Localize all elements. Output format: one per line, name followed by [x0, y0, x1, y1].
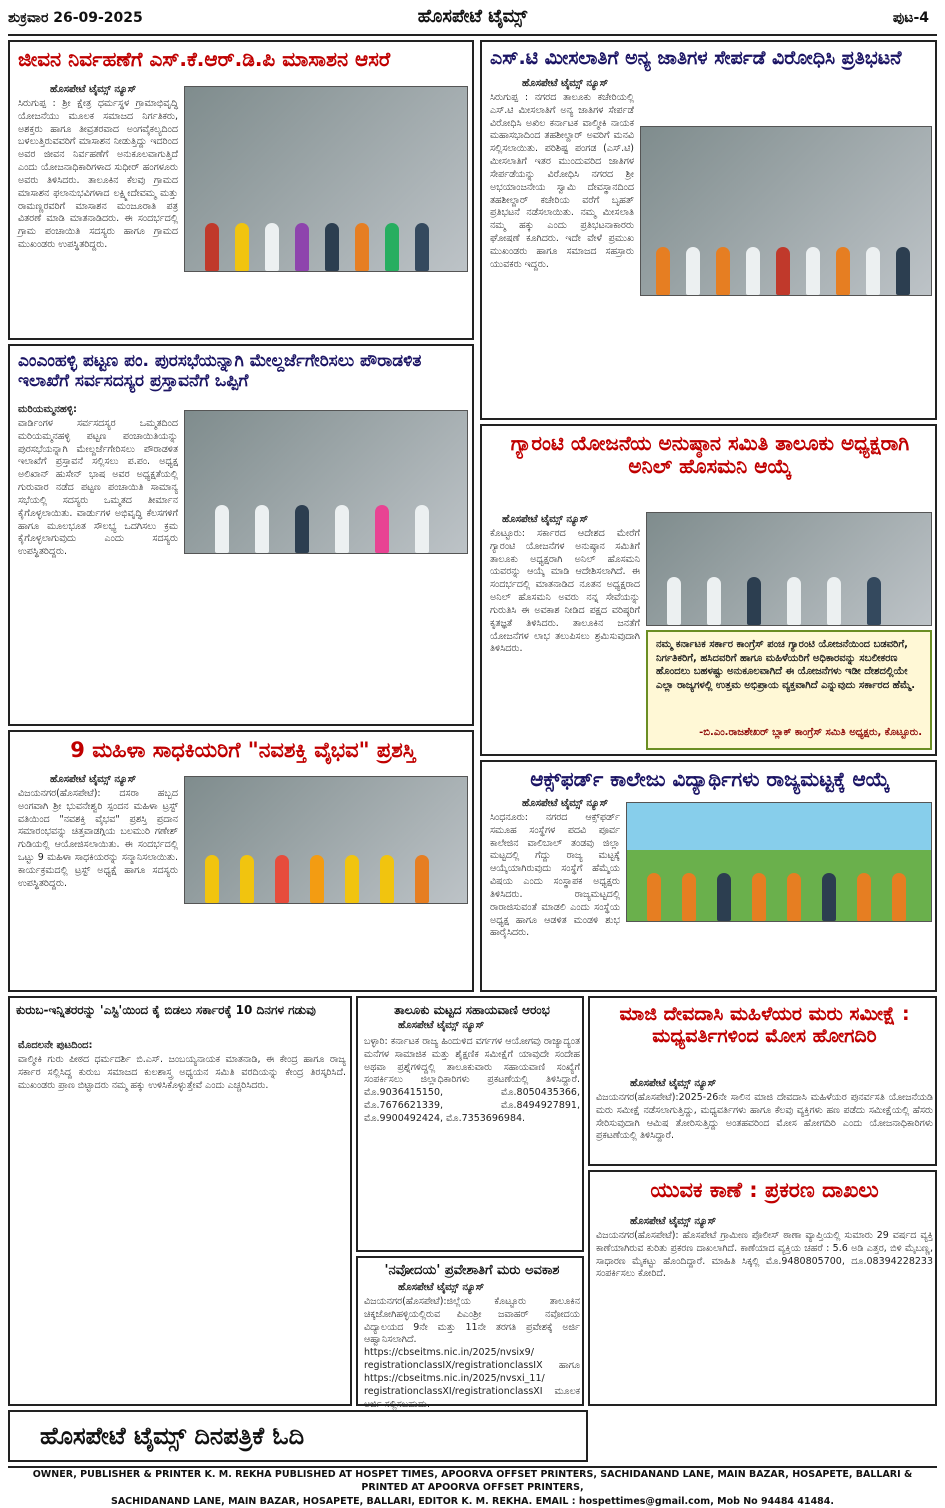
article-missing	[588, 1170, 937, 1406]
headline-st-deadline: ಕುರುಬ-ಇನ್ನಿತರರನ್ನು 'ಎಸ್ಟಿ'ಯಿಂದ ಕೈ ಬಿಡಲು ಸರ್ಕಾರಕ್ಕೆ 10 ದಿನಗಳ ಗಡುವು	[16, 1003, 316, 1017]
headline-st-protest: ಎಸ್.ಟಿ ಮೀಸಲಾತಿಗೆ ಅನ್ಯ ಜಾತಿಗಳ ಸೇರ್ಪಡೆ ವಿರೋಧಿಸಿ ಪ್ರತಿಭಟನೆ	[490, 47, 902, 69]
byline-devadasi: ಹೊಸಪೇಟೆ ಟೈಮ್ಸ್ ನ್ಯೂಸ್	[630, 1078, 717, 1089]
article-st-deadline	[8, 996, 352, 1406]
body-devadasi: ವಿಜಯನಗರ(ಹೊಸಪೇಟೆ):2025-26ನೇ ಸಾಲಿನ ಮಾಜಿ ದೇವದಾಸಿ ಮಹಿಳೆಯರ ಪುನರ್ವಸತಿ ಯೋಜನೆಯಡಿ ಮರು ಸಮೀಕ್ಷೆ ನಡೆಸಲಾಗುತ್ತಿದ್ದು, ಮಧ್ಯವರ್ತಿಗಳು ಹಾಗೂ ಕೆಲವು ವ್ಯಕ್ತಿಗಳು ಹಣ ಪಡೆದು ಸಮೀಕ್ಷೆಯಲ್ಲಿ ಹೆಸರು ಸೇರಿಸುವುದಾಗಿ ಆಮಿಷ ತೋರಿಸುತ್ತಿದ್ದು ಅಂತಹವರಿಂದ ಮೋಸ ಹೋಗದಿರಿ ಎಂದು ಯೋಜನಾಧಿಕಾರಿಗಳು ಪ್ರಕಟಣೆಯಲ್ಲಿ ತಿಳಿಸಿದ್ದಾರೆ.	[596, 1092, 933, 1142]
promo-banner: ಹೊಸಪೇಟೆ ಟೈಮ್ಸ್ ದಿನಪತ್ರಿಕೆ ಓದಿ	[8, 1410, 588, 1462]
article-pension	[8, 40, 474, 340]
body-st-protest: ಸಿರುಗುಪ್ಪ : ನಗರದ ತಾಲೂಕು ಕಚೇರಿಯಲ್ಲಿ ಎಸ್.ಟಿ ಮೀಸಲಾತಿಗೆ ಅನ್ಯ ಜಾತಿಗಳ ಸೇರ್ಪಡೆ ವಿರೋಧಿಸಿ ಅಖಿಲ ಕರ್ನಾಟಕ ವಾಲ್ಮೀಕಿ ನಾಯಕ ಮಹಾಸಭಾದಿಂದ ತಹಶೀಲ್ದಾರ್ ಅವರಿಗೆ ಮನವಿ ಸಲ್ಲಿಸಲಾಯಿತು. ಪರಿಶಿಷ್ಟ ಪಂಗಡ (ಎಸ್.ಟಿ) ಮೀಸಲಾತಿಗೆ ಇತರ ಮುಂದುವರಿದ ಜಾತಿಗಳ ಸೇರ್ಪಡೆಯನ್ನು ವಿರೋಧಿಸಿ ನಗರದ ಶ್ರೀ ಅಭಯಾಂಜನೇಯ ಸ್ವಾಮಿ ದೇವಸ್ಥಾನದಿಂದ ತಹಶೀಲ್ದಾರ್ ಕಚೇರಿಯ ವರೆಗೆ ಬೃಹತ್ ಪ್ರತಿಭಟನೆ ನಡೆಸಲಾಯಿತು. ನಮ್ಮ ಮೀಸಲಾತಿ ನಮ್ಮ ಹಕ್ಕು ಎಂದು ಪ್ರತಿಭಟನಾಕಾರರು ಘೋಷಣೆ ಕೂಗಿದರು. ಇದೇ ವೇಳೆ ಪ್ರಮುಖ ಮುಖಂಡರು ಹಾಗೂ ಸಮಾಜದ ಸಹಸ್ರಾರು ಯುವಕರು ಇದ್ದರು.	[490, 92, 634, 270]
body-pension: ಸಿರುಗುಪ್ಪ : ಶ್ರೀ ಕ್ಷೇತ್ರ ಧರ್ಮಸ್ಥಳ ಗ್ರಾಮಾಭಿವೃದ್ಧಿ ಯೋಜನೆಯು ಮೂಲಕ ಸಮಾಜದ ನಿರ್ಗತಿಕರು, ಅಶಕ್ತರು ಹಾಗೂ ತೀವ್ರತರವಾದ ಅಂಗವೈಕಲ್ಯದಿಂದ ಬಳಲುತ್ತಿರುವವರಿಗೆ ಮಾಸಾಶನ ನೀಡುತ್ತಿದ್ದು ಇದರಿಂದ ಅವರ ಜೀವನ ನಿರ್ವಹಣೆಗೆ ಅನುಕೂಲವಾಗುತ್ತಿದೆ ಎಂದು ಯೋಜನಾಧಿಕಾರಿಗಳಾದ ಸುಧೀರ್ ಹಂಗಳೂರು ಅವರು ತಿಳಿಸಿದರು. ತಾಲೂಕಿನ ಕೆಲವು ಗ್ರಾಮದ ಮಾಸಾಶನ ಫಲಾನುಭವಿಗಳಾದ ಲಕ್ಷ್ಮೀದೇವಮ್ಮ ಮತ್ತು ರಾಮಣ್ಣರವರಿಗೆ ಮಾಸಾಶನ ಮಂಜೂರಾತಿ ಪತ್ರ ವಿತರಣೆ ಮಾಡಿ ಮಾತನಾಡಿದರು. ಈ ಸಂದರ್ಭದಲ್ಲಿ ಗ್ರಾಮ ಪಂಚಾಯಿತಿ ಸದಸ್ಯರು ಹಾಗೂ ಗ್ರಾಮದ ಮುಖಂಡರು ಉಪಸ್ಥಿತರಿದ್ದರು.	[18, 98, 178, 250]
headline-pension: ಜೀವನ ನಿರ್ವಹಣೆಗೆ ಎಸ್.ಕೆ.ಆರ್.ಡಿ.ಪಿ ಮಾಸಾಶನ ಆಸರೆ	[18, 47, 391, 71]
photo-guarantee	[646, 512, 932, 626]
body-town-upgrade: ವಾರ್ಡಿಂಗಳ ಸರ್ವಸದಸ್ಯರ ಒಮ್ಮತದಿಂದ ಮರಿಯಮ್ಮನಹಳ್ಳಿ ಪಟ್ಟಣ ಪಂಚಾಯಿತಿಯನ್ನು ಪುರಸಭೆಯನ್ನಾಗಿ ಮೇಲ್ದರ್ಜೆಗೇರಿಸಲು ಪೌರಾಡಳಿತ ಇಲಾಖೆಗೆ ಪ್ರಸ್ತಾವನೆ ಸಲ್ಲಿಸಲು ಪ.ಪಂ. ಅಧ್ಯಕ್ಷ ಅಲಿಖಾನ್ ಹುಸೇನ್ ಭಾಷ ಅವರ ಅಧ್ಯಕ್ಷತೆಯಲ್ಲಿ ಗುರುವಾರ ನಡೆದ ಪಟ್ಟಣ ಪಂಚಾಯಿತಿ ಸಾಮಾನ್ಯ ಸಭೆಯಲ್ಲಿ ಸದಸ್ಯರು ಒಮ್ಮತದ ತೀರ್ಮಾನ ಕೈಗೊಳ್ಳಲಾಯಿತು. ವಾರ್ಡುಗಳ ಅಭಿವೃದ್ಧಿ ಕೆಲಸಗಳಿಗೆ ಹಾಗೂ ಮೂಲಭೂತ ಸೌಲಭ್ಯ ಒದಗಿಸಲು ಕ್ರಮ ಕೈಗೊಳ್ಳಲಾಗುವುದು ಎಂದು ಸದಸ್ಯರು ಉಪಸ್ಥಿತರಿದ್ದರು.	[18, 418, 178, 558]
footer-imprint	[8, 1468, 937, 1507]
article-st-protest	[480, 40, 937, 420]
body-navodaya: ವಿಜಯನಗರ(ಹೊಸಪೇಟೆ):ಜಿಲ್ಲೆಯ ಕೊಟ್ಟೂರು ತಾಲೂಕಿನ ಚಿಕ್ಕಜೋಗಿಹಳ್ಳಿಯಲ್ಲಿರುವ ಪಿಎಂಶ್ರೀ ಜವಾಹರ್ ನವೋದಯ ವಿದ್ಯಾಲಯದ 9ನೇ ಮತ್ತು 11ನೇ ತರಗತಿ ಪ್ರವೇಶಕ್ಕೆ ಅರ್ಜಿ ಆಹ್ವಾನಿಸಲಾಗಿದೆ. https://cbseitms.nic.in/2025/nvsix9/ registrationclassIX/registrationclassIX ಹಾಗೂ https://cbseitms.nic.in/2025/nvsxi_11/ registrationclassXI/registrationclassXI ಮೂಲಕ ಅರ್ಜಿ ಸಲ್ಲಿಸಬಹುದು.	[364, 1296, 580, 1410]
masthead-rule	[8, 34, 937, 36]
article-guarantee	[480, 424, 937, 756]
byline-helpline: ಹೊಸಪೇಟೆ ಟೈಮ್ಸ್ ನ್ಯೂಸ್	[398, 1020, 485, 1031]
headline-oxford: ಆಕ್ಸ್‌ಫರ್ಡ್ ಕಾಲೇಜು ವಿದ್ಯಾರ್ಥಿಗಳು ರಾಜ್ಯಮಟ್ಟಕ್ಕೆ ಆಯ್ಕೆ	[530, 767, 890, 791]
byline-town-upgrade: ಮರಿಯಮ್ಮನಹಳ್ಳಿ:	[18, 404, 77, 415]
footer-line-2: SACHIDANAND LANE, MAIN BAZAR, HOSAPETE, BALLARI, EDITOR K. M. REKHA. EMAIL : hospettimes@gmail.com, Mob No 94484 41484.	[110, 1495, 835, 1507]
byline-guarantee: ಹೊಸಪೇಟೆ ಟೈಮ್ಸ್ ನ್ಯೂಸ್	[502, 514, 589, 525]
footer-line-1: OWNER, PUBLISHER & PRINTER K. M. REKHA PUBLISHED AT HOSPET TIMES, APOORVA OFFSET PRINTERS, SACHIDANAND LANE, MAIN BAZAR, HOSAPETE, BALLARI & PRINTED AT APOORVA OFFSET PRINTERS,	[32, 1469, 913, 1494]
byline-st-protest: ಹೊಸಪೇಟೆ ಟೈಮ್ಸ್ ನ್ಯೂಸ್	[522, 78, 609, 89]
body-st-deadline: ವಾಲ್ಮೀಕಿ ಗುರು ಪೀಠದ ಧರ್ಮದರ್ಶಿ ಬಿ.ಎಸ್. ಜಂಬಯ್ಯನಾಯಕ ಮಾತನಾಡಿ, ಈ ಕೇಂದ್ರ ಹಾಗೂ ರಾಜ್ಯ ಸರ್ಕಾರ ಸಲ್ಲಿಸಿದ್ದ ಕುರುಬ ಸಮಾಜದ ಕುಲಶಾಸ್ತ್ರ ಅಧ್ಯಯನ ಸಮಿತಿ ವರದಿಯನ್ನು ಕೇಂದ್ರ ತಿರಸ್ಕರಿಸಿದೆ. ಮುಖಂಡರು ಪ್ರಾಣ ಬಿಟ್ಟಾದರು ನಮ್ಮ ಹಕ್ಕು ಉಳಿಸಿಕೊಳ್ಳುತ್ತೇವೆ ಎಂದು ಎಚ್ಚರಿಸಿದರು.	[18, 1054, 346, 1091]
article-devadasi	[588, 996, 937, 1166]
photo-st-protest	[640, 126, 932, 296]
article-helpline	[356, 996, 584, 1252]
headline-guarantee: ಗ್ಯಾರಂಟಿ ಯೋಜನೆಯ ಅನುಷ್ಠಾನ ಸಮಿತಿ ತಾಲೂಕು ಅಧ್ಯಕ್ಷರಾಗಿ ಅನಿಲ್ ಹೊಸಮನಿ ಆಯ್ಕೆ	[510, 431, 910, 478]
photo-pension	[184, 86, 468, 272]
headline-devadasi: ಮಾಜಿ ದೇವದಾಸಿ ಮಹಿಳೆಯರ ಮರು ಸಮೀಕ್ಷೆ : ಮಧ್ಯವರ್ತಿಗಳಿಂದ ಮೋಸ ಹೋಗದಿರಿ	[619, 1003, 910, 1047]
byline-missing: ಹೊಸಪೇಟೆ ಟೈಮ್ಸ್ ನ್ಯೂಸ್	[630, 1216, 717, 1227]
headline-helpline: ತಾಲೂಕು ಮಟ್ಟದ ಸಹಾಯವಾಣಿ ಆರಂಭ	[394, 1003, 550, 1017]
byline-navodaya: ಹೊಸಪೇಟೆ ಟೈಮ್ಸ್ ನ್ಯೂಸ್	[398, 1282, 485, 1293]
byline-pension: ಹೊಸಪೇಟೆ ಟೈಮ್ಸ್ ನ್ಯೂಸ್	[50, 84, 137, 95]
page-number: ಪುಟ-4	[892, 10, 929, 26]
newspaper-title: ಹೊಸಪೇಟೆ ಟೈಮ್ಸ್	[417, 6, 528, 27]
article-navashakti	[8, 730, 474, 992]
headline-missing: ಯುವಕ ಕಾಣೆ : ಪ್ರಕರಣ ದಾಖಲು	[650, 1178, 879, 1202]
photo-oxford	[626, 802, 932, 922]
issue-date: ಶುಕ್ರವಾರ 26-09-2025	[8, 10, 143, 26]
headline-navodaya: 'ನವೋದಯ' ಪ್ರವೇಶಾತಿಗೆ ಮರು ಅವಕಾಶ	[384, 1263, 560, 1278]
photo-navashakti	[184, 776, 468, 904]
body-guarantee: ಕೊಟ್ಟೂರು: ಸರ್ಕಾರದ ಆದೇಶದ ಮೇರೆಗೆ ಗ್ಯಾರಂಟಿ ಯೋಜನೆಗಳ ಅನುಷ್ಠಾನ ಸಮಿತಿಗೆ ತಾಲೂಕು ಅಧ್ಯಕ್ಷರಾಗಿ ಅನಿಲ್ ಹೊಸಮನಿ ಯವರನ್ನು ಆಯ್ಕೆ ಮಾಡಿ ಆದೇಶಿಸಲಾಗಿದೆ. ಈ ಸಂದರ್ಭದಲ್ಲಿ ಮಾತನಾಡಿದ ನೂತನ ಅಧ್ಯಕ್ಷರಾದ ಅನಿಲ್ ಹೊಸಮನಿ ಅವರು ನನ್ನ ಸೇವೆಯನ್ನು ಗುರುತಿಸಿ ಈ ಅವಕಾಶ ನೀಡಿದ ಪಕ್ಷದ ವರಿಷ್ಠರಿಗೆ ಕೃತಜ್ಞತೆ ತಿಳಿಸಿದರು. ತಾಲೂಕಿನ ಜನತೆಗೆ ಯೋಜನೆಗಳ ಲಾಭ ತಲುಪಿಸಲು ಶ್ರಮಿಸುವುದಾಗಿ ತಿಳಿಸಿದರು.	[490, 528, 640, 655]
photo-town-upgrade	[184, 410, 468, 554]
body-helpline: ಬಳ್ಳಾರಿ: ಕರ್ನಾಟಕ ರಾಜ್ಯ ಹಿಂದುಳಿದ ವರ್ಗಗಳ ಆಯೋಗವು ರಾಜ್ಯಾದ್ಯಂತ ಮನೆಗಳ ಸಾಮಾಜಿಕ ಮತ್ತು ಶೈಕ್ಷಣಿಕ ಸಮೀಕ್ಷೆಗೆ ಯಾವುದೇ ಸಂದೇಹ ಅಥವಾ ಪ್ರಶ್ನೆಗಳಿದ್ದಲ್ಲಿ ತಾಲೂಕುವಾರು ಸಹಾಯವಾಣಿ ಸಂಖ್ಯೆಗೆ ಸಂಪರ್ಕಿಸಲು ಜಿಲ್ಲಾಧಿಕಾರಿಗಳು ಪ್ರಕಟಣೆಯಲ್ಲಿ ತಿಳಿಸಿದ್ದಾರೆ. ಮೊ.9036415150, ಮೊ.8050435366, ಮೊ.7676621339, ಮೊ.8494927891, ಮೊ.9900492424, ಮೊ.7353696984.	[364, 1036, 580, 1124]
byline-st-deadline: ಮೊದಲನೇ ಪುಟದಿಂದ:	[18, 1040, 93, 1051]
article-town-upgrade	[8, 344, 474, 726]
body-oxford: ಸಿಂಧನೂರು: ನಗರದ ಆಕ್ಸ್‌ಫರ್ಡ್ ಸಮೂಹ ಸಂಸ್ಥೆಗಳ ಪದವಿ ಪೂರ್ವ ಕಾಲೇಜಿನ ವಾಲಿಬಾಲ್ ತಂಡವು ಜಿಲ್ಲಾ ಮಟ್ಟದಲ್ಲಿ ಗೆದ್ದು ರಾಜ್ಯ ಮಟ್ಟಕ್ಕೆ ಆಯ್ಕೆಯಾಗಿರುವುದು ಸಂಸ್ಥೆಗೆ ಹೆಮ್ಮೆಯ ವಿಷಯ ಎಂದು ಸಂಸ್ಥಾಪಕ ಅಧ್ಯಕ್ಷರು ತಿಳಿಸಿದರು. ರಾಜ್ಯಮಟ್ಟದಲ್ಲಿ ರಾರಾಜಿಸುವಂತೆ ಮಾಡಲಿ ಎಂದು ಸಂಸ್ಥೆಯ ಅಧ್ಯಕ್ಷ ಹಾಗೂ ಆಡಳಿತ ಮಂಡಳಿ ಶುಭ ಹಾರೈಸಿದರು.	[490, 812, 620, 939]
article-navodaya	[356, 1256, 584, 1410]
headline-town-upgrade: ಎಂಎಂಹಳ್ಳಿ ಪಟ್ಟಣ ಪಂ. ಪುರಸಭೆಯನ್ನಾಗಿ ಮೇಲ್ದರ್ಜೆಗೇರಿಸಲು ಪೌರಾಡಳಿತ ಇಲಾಖೆಗೆ ಸರ್ವಸದಸ್ಯರ ಪ್ರಸ್ತಾವನೆಗೆ ಒಪ್ಪಿಗೆ	[18, 351, 422, 391]
headline-navashakti: 9 ಮಹಿಳಾ ಸಾಧಕಿಯರಿಗೆ "ನವಶಕ್ತಿ ವೈಭವ" ಪ್ರಶಸ್ತಿ	[70, 738, 416, 762]
byline-oxford: ಹೊಸಪೇಟೆ ಟೈಮ್ಸ್ ನ್ಯೂಸ್	[522, 798, 609, 809]
quote-signature: -ಬಿ.ಎಂ.ರಾಜಶೇಖರ್ ಬ್ಲಾಕ್ ಕಾಂಗ್ರೆಸ್ ಸಮಿತಿ ಅಧ್ಯಕ್ಷರು, ಕೊಟ್ಟೂರು.	[699, 727, 922, 738]
body-missing: ವಿಜಯನಗರ(ಹೊಸಪೇಟೆ): ಹೊಸಪೇಟೆ ಗ್ರಾಮೀಣ ಪೊಲೀಸ್ ಠಾಣಾ ವ್ಯಾಪ್ತಿಯಲ್ಲಿ ಸುಮಾರು 29 ವರ್ಷದ ವ್ಯಕ್ತಿ ಕಾಣೆಯಾಗಿರುವ ಕುರಿತು ಪ್ರಕರಣ ದಾಖಲಾಗಿದೆ. ಕಾಣೆಯಾದ ವ್ಯಕ್ತಿಯ ಚಹರೆ : 5.6 ಅಡಿ ಎತ್ತರ, ಬಿಳಿ ಮೈಬಣ್ಣ, ಸಾಧಾರಣ ಮೈಕಟ್ಟು ಹೊಂದಿದ್ದಾರೆ. ಮಾಹಿತಿ ಸಿಕ್ಕಲ್ಲಿ ಮೊ.9480805700, ದೂ.08394228233 ಸಂಪರ್ಕಿಸಲು ಕೋರಿದೆ.	[596, 1230, 933, 1280]
byline-navashakti: ಹೊಸಪೇಟೆ ಟೈಮ್ಸ್ ನ್ಯೂಸ್	[50, 774, 137, 785]
quote-text: ನಮ್ಮ ಕರ್ನಾಟಕ ಸರ್ಕಾರ ಕಾಂಗ್ರೆಸ್ ಪಂಚ ಗ್ಯಾರಂಟಿ ಯೋಜನೆಯಿಂದ ಬಡವರಿಗೆ, ನಿರ್ಗತಿಕರಿಗೆ, ಹಸಿದವರಿಗೆ ಹಾಗೂ ಮಹಿಳೆಯರಿಗೆ ಅಧಿಕಾರವನ್ನು ಸಬಲೀಕರಣ ಹೊಂದಲು ಬಹಳಷ್ಟು ಅನುಕೂಲವಾಗಿದೆ ಈ ಯೋಜನೆಗಳು ಇಡೀ ದೇಶದಲ್ಲಿಯೇ ಎಲ್ಲಾ ರಾಜ್ಯಗಳಲ್ಲಿ ಉತ್ತಮ ಅಭಿಪ್ರಾಯ ವ್ಯಕ್ತವಾಗಿದೆ ಎನ್ನುವುದು ಸರ್ಕಾರದ ಹೆಮ್ಮೆ.	[656, 639, 916, 691]
body-navashakti: ವಿಜಯನಗರ(ಹೊಸಪೇಟೆ): ದಸರಾ ಹಬ್ಬದ ಅಂಗವಾಗಿ ಶ್ರೀ ಭುವನೇಶ್ವರಿ ಸ್ಪಂದನ ಮಹಿಳಾ ಟ್ರಸ್ಟ್ ವತಿಯಿಂದ "ನವಶಕ್ತಿ ವೈಭವ" ಪ್ರಶಸ್ತಿ ಪ್ರದಾನ ಸಮಾರಂಭವನ್ನು ಚಿತ್ತವಾಡಗ್ಗಿಯ ಬಲಮುರಿ ಗಣೇಶ್ ಗುಡಿಯಲ್ಲಿ ಆಯೋಜಿಸಲಾಯಿತು. ಈ ಸಂದರ್ಭದಲ್ಲಿ ಒಟ್ಟು 9 ಮಹಿಳಾ ಸಾಧಕಿಯರನ್ನು ಸನ್ಮಾನಿಸಲಾಯಿತು. ಕಾರ್ಯಕ್ರಮದಲ್ಲಿ ಟ್ರಸ್ಟ್ ಅಧ್ಯಕ್ಷೆ ಹಾಗೂ ಸದಸ್ಯರು ಉಪಸ್ಥಿತರಿದ್ದರು.	[18, 788, 178, 889]
article-oxford	[480, 760, 937, 992]
quote-box	[646, 630, 932, 750]
